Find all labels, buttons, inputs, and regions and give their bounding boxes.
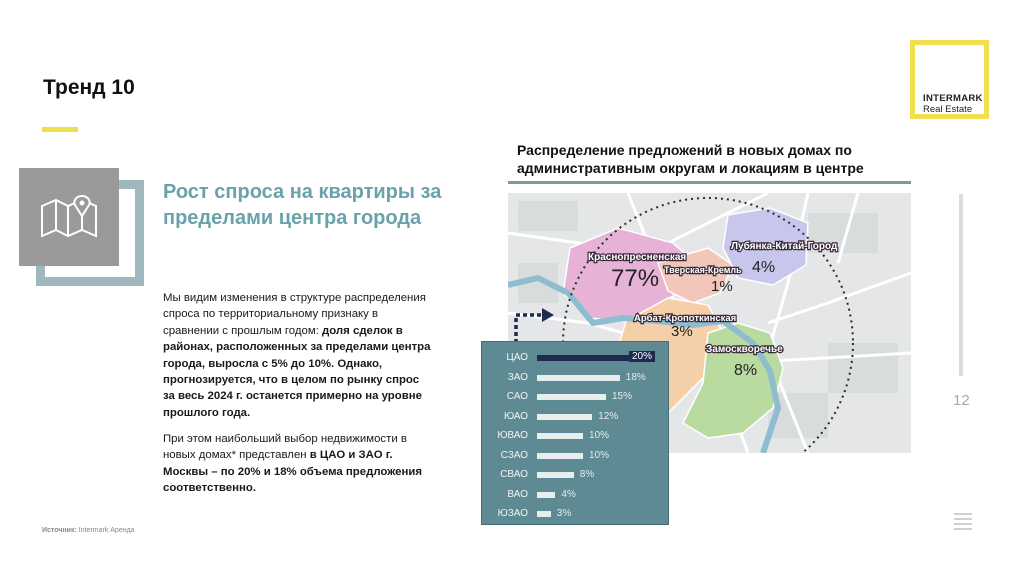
bar-row (482, 467, 670, 485)
value-zamoskvorechye: 8% (734, 362, 758, 379)
bar (537, 433, 583, 439)
label-zamoskvorechye: Замоскворечье (706, 344, 783, 355)
bar-row (482, 370, 670, 388)
paragraph-2 (163, 431, 433, 497)
bar-value-label: 10% (589, 449, 610, 461)
paragraph-1 (163, 290, 433, 421)
bar-row (482, 409, 670, 427)
bar (537, 355, 629, 361)
value-arbat: 3% (671, 323, 693, 340)
bar-value-label: 10% (589, 430, 610, 441)
value-lubyanka: 4% (752, 259, 776, 276)
bar (537, 511, 551, 517)
logo-brand: INTERMARK (923, 93, 983, 104)
bar-category-label: ЗАО (507, 371, 528, 383)
bar (537, 472, 574, 478)
district-bar-chart (481, 341, 669, 525)
bar-row (482, 487, 670, 505)
label-tverskaya: Тверская-Кремль (664, 265, 742, 275)
map-title-rule (508, 181, 911, 184)
bar-value-label: 18% (625, 371, 646, 383)
bar (537, 453, 583, 459)
source-value: Intermark Аренда (78, 527, 135, 534)
map-title: Распределение предложений в новых домах по административным округам и локациям в центре (517, 142, 864, 176)
bar-category-label: СВАО (500, 469, 528, 480)
menu-icon[interactable] (954, 513, 972, 533)
paragraph-1-bold: доля сделок в районах, расположенных за пределами центра города, выросла с 5% до 10%. Однако, прогнозируется, что в целом по рынку спрос за весь 2024 г. останется примерно на уровне прошлого года. (163, 324, 431, 419)
bar-row (482, 389, 670, 407)
bar (537, 492, 555, 498)
page-number: 12 (953, 392, 970, 409)
bar-value-label: 3% (556, 508, 572, 519)
bar-row (482, 506, 670, 524)
paragraph-2-bold: в ЦАО и ЗАО г. Москвы – по 20% и 18% объема предложения соответственно. (163, 449, 423, 495)
bar-value-label: 12% (598, 410, 619, 422)
bar-category-label: ЮВАО (497, 430, 528, 441)
bar-value-label: 8% (579, 469, 595, 480)
value-krasnopresnenskaya: 77% (611, 265, 660, 292)
paragraph-1-text: Мы видим изменения в структуре распределения спроса по территориальному признаку в сравнении с прошлым годом: (163, 292, 426, 337)
label-krasnopresnenskaya: Краснопресненская (588, 252, 687, 263)
intermark-logo (910, 40, 989, 119)
bar (537, 394, 606, 400)
bar-value-label: 15% (612, 391, 633, 402)
bar-category-label: ЮАО (504, 410, 528, 422)
bar-category-label: ЮЗАО (497, 508, 528, 519)
paragraph-2-text: При этом наибольший выбор недвижимости в новых домах* представлен (163, 433, 407, 462)
bar-row (482, 428, 670, 446)
bar-category-label: СЗАО (500, 449, 528, 461)
label-arbat: Арбат-Кропоткинская (634, 313, 737, 324)
bar-category-label: САО (506, 391, 528, 402)
bar-category-label: ЦАО (506, 352, 528, 363)
bar-value-label: 4% (561, 488, 576, 500)
title-underline (42, 127, 78, 132)
bar-row (482, 350, 670, 368)
bar (537, 375, 620, 381)
value-tverskaya: 1% (711, 278, 733, 295)
bar-category-label: ВАО (507, 488, 528, 500)
bar-value-label: 20% (629, 351, 655, 362)
label-lubyanka: Лубянка-Китай-Город (731, 241, 838, 252)
section-heading: Рост спроса на квартиры за пределами центра города (163, 181, 442, 229)
slide-title: Тренд 10 (43, 76, 135, 99)
side-scroll-bar (959, 194, 963, 376)
logo-subtitle: Real Estate (923, 104, 973, 115)
source-note (42, 527, 135, 534)
bar-row (482, 448, 670, 466)
map-pin-icon (19, 168, 119, 266)
source-label: Источник: (42, 527, 77, 534)
bar (537, 414, 592, 420)
